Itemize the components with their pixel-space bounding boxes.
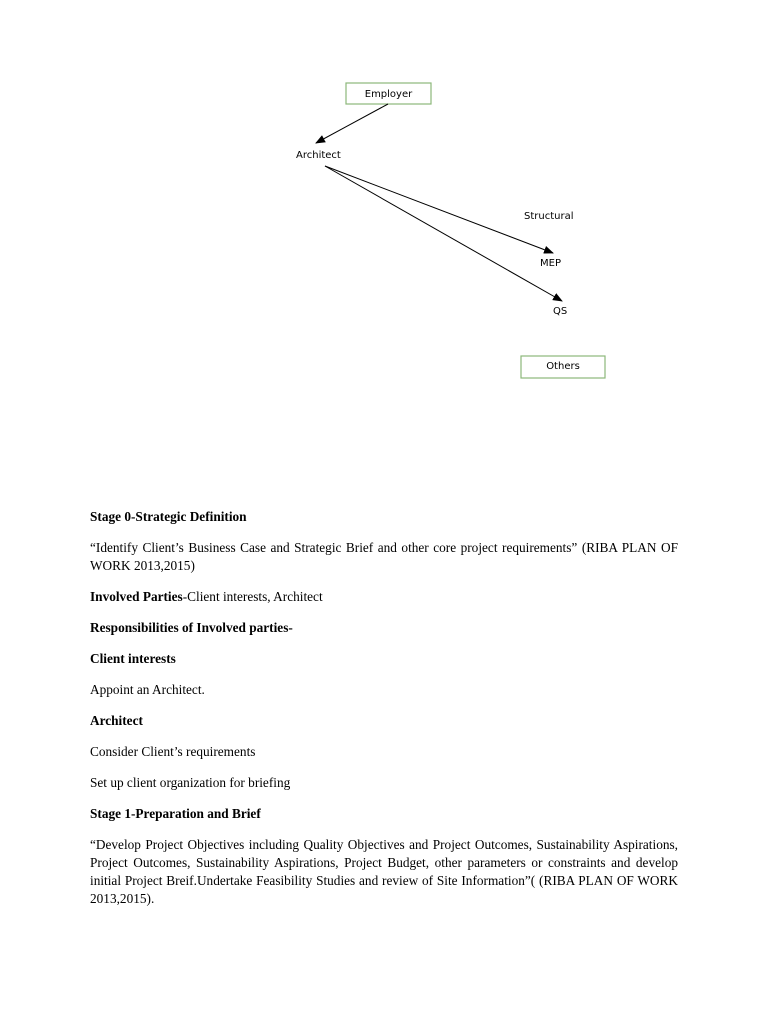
edge-architect-mep bbox=[325, 166, 553, 253]
qs-label: QS bbox=[553, 306, 568, 317]
others-node bbox=[521, 356, 605, 378]
involved-parties-value: -Client interests, Architect bbox=[182, 589, 323, 604]
mep-label: MEP bbox=[540, 258, 561, 269]
responsibilities-heading: Responsibilities of Involved parties- bbox=[90, 620, 293, 635]
stage1-quote: “Develop Project Objectives including Quality Objectives and Project Outcomes, Sustainability Aspirations, Project Outcomes, Sustainability Aspirations, Project Budget, other parameters or constraints and develop initial Project Breif.Undertake Feasibility Studies and review of Site Information”( (RIBA PLAN OF WORK 2013,2015). bbox=[90, 837, 678, 906]
stage1-heading: Stage 1-Preparation and Brief bbox=[90, 806, 261, 821]
client-interests-heading: Client interests bbox=[90, 651, 176, 666]
stage0-quote: “Identify Client’s Business Case and Strategic Brief and other core project requirements” (RIBA PLAN OF WORK 2013,2015) bbox=[90, 540, 678, 573]
involved-parties-line bbox=[90, 588, 678, 606]
edge-employer-architect bbox=[316, 104, 388, 143]
client-interests-item: Appoint an Architect. bbox=[90, 682, 205, 697]
employer-label: Employer bbox=[364, 89, 413, 100]
architect-label: Architect bbox=[296, 150, 341, 161]
stakeholder-diagram bbox=[0, 0, 768, 420]
involved-parties-label: Involved Parties bbox=[90, 589, 183, 604]
edge-architect-qs bbox=[325, 166, 562, 301]
employer-node bbox=[346, 83, 431, 104]
document-body bbox=[90, 508, 678, 921]
architect-item: Set up client organization for briefing bbox=[90, 775, 291, 790]
structural-label: Structural bbox=[524, 211, 574, 222]
others-label: Others bbox=[546, 361, 580, 372]
stage0-heading: Stage 0-Strategic Definition bbox=[90, 509, 247, 524]
architect-item: Consider Client’s requirements bbox=[90, 744, 256, 759]
architect-heading: Architect bbox=[90, 713, 143, 728]
